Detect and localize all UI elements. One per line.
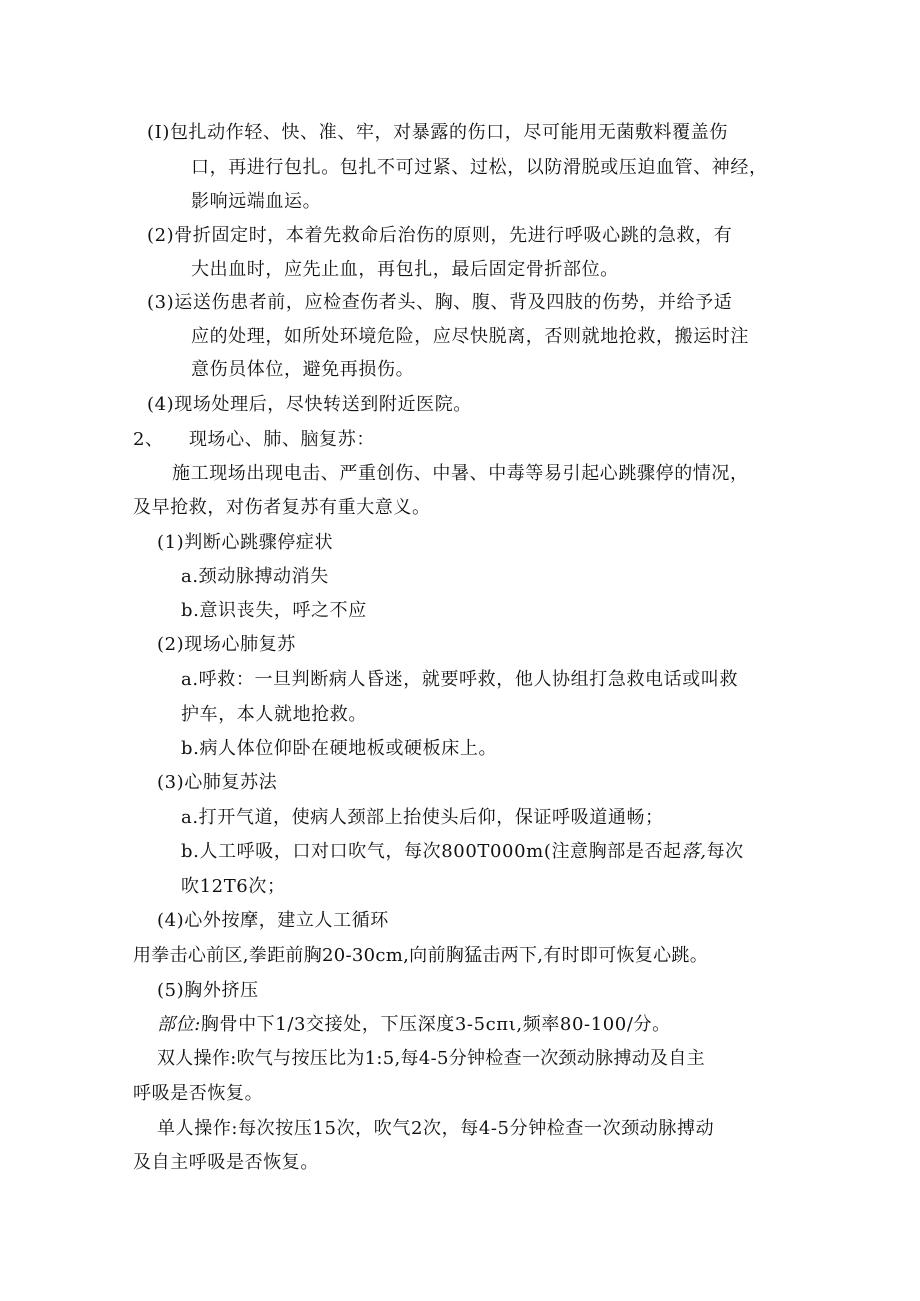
section2-intro-line2: 及早抢救，对伤者复苏有重大意义。 xyxy=(133,497,431,518)
sub2-title: (2)现场心肺复苏 xyxy=(157,634,296,655)
double-operation-line1: 双人操作:吹气与按压比为1:5,每4-5分钟检查一次颈动脉搏动及自主 xyxy=(157,1048,705,1069)
item2-line1: (2)骨折固定时，本着先救命后治伤的原则，先进行呼吸心跳的急救，有 xyxy=(147,225,733,246)
sub2-item-a-line1: a.呼救：一旦判断病人昏迷，就要呼救，他人协组打急救电话或叫救 xyxy=(181,669,739,690)
sub1-title: (1)判断心跳骤停症状 xyxy=(157,532,334,553)
item3-line1: (3)运送伤患者前，应检查伤者头、胸、腹、背及四肢的伤势，并给予适 xyxy=(147,292,733,313)
item1-line3: 影响远端血运。 xyxy=(191,191,322,212)
section2-intro-line1: 施工现场出现电击、严重创伤、中暑、中毒等易引起心跳骤停的情况， xyxy=(172,463,749,484)
sub3-title: (3)心肺复苏法 xyxy=(157,772,278,793)
sub4-text: 用拳击心前区,拳距前胸20-30cm,向前胸猛击两下,有时即可恢复心跳。 xyxy=(133,945,709,966)
sub4-title: (4)心外按摩，建立人工循环 xyxy=(157,910,389,931)
item2-line2: 大出血时，应先止血，再包扎，最后固定骨折部位。 xyxy=(191,259,619,280)
sub5-title: (5)胸外挤压 xyxy=(157,980,259,1001)
sub3-item-b-line1 xyxy=(181,840,744,864)
sub1-item-a: a.颈动脉搏动消失 xyxy=(181,566,329,587)
item3-line3: 意伤员体位，避免再损伤。 xyxy=(191,359,415,380)
section2-heading: 2、 现场心、肺、脑复苏： xyxy=(133,429,375,450)
item3-line2: 应的处理，如所处环境危险，应尽快脱离，否则就地抢救，搬运时注 xyxy=(191,326,749,347)
single-operation-line2: 及自主呼吸是否恢复。 xyxy=(133,1152,319,1173)
sub2-item-a-line2: 护车，本人就地抢救。 xyxy=(181,704,367,725)
item4: (4)现场处理后，尽快转送到附近医院。 xyxy=(147,394,472,415)
single-operation-line1: 单人操作:每次按压15次，吹气2次，每4-5分钟检查一次颈动脉搏动 xyxy=(157,1118,715,1139)
sub3-item-b-text: b.人工呼吸，口对口吹气，每次800T000m(注意胸部是否起 xyxy=(181,841,682,862)
sub3-item-b-line2: 吹12T6次； xyxy=(181,876,286,897)
sub5-label: 部位: xyxy=(157,1014,201,1035)
double-operation-line2: 呼吸是否恢复。 xyxy=(133,1083,264,1104)
sub3-item-b-end: 每次 xyxy=(706,841,744,862)
item1-line1: (I)包扎动作轻、快、准、牢，对暴露的伤口，尽可能用无菌敷料覆盖伤 xyxy=(147,122,728,143)
sub3-item-b-italic: 落, xyxy=(681,841,707,862)
sub5-line xyxy=(157,1013,671,1037)
sub5-text: 胸骨中下1/3交接处，下压深度3-5cπι,频率80-100/分。 xyxy=(200,1014,671,1035)
sub3-item-a: a.打开气道，使病人颈部上抬使头后仰，保证呼吸道通畅； xyxy=(181,807,664,828)
sub2-item-b: b.病人体位仰卧在硬地板或硬板床上。 xyxy=(181,738,498,759)
item1-line2: 口，再进行包扎。包扎不可过紧、过松，以防滑脱或压迫血管、神经， xyxy=(191,157,768,178)
sub1-item-b: b.意识丧失，呼之不应 xyxy=(181,600,367,621)
